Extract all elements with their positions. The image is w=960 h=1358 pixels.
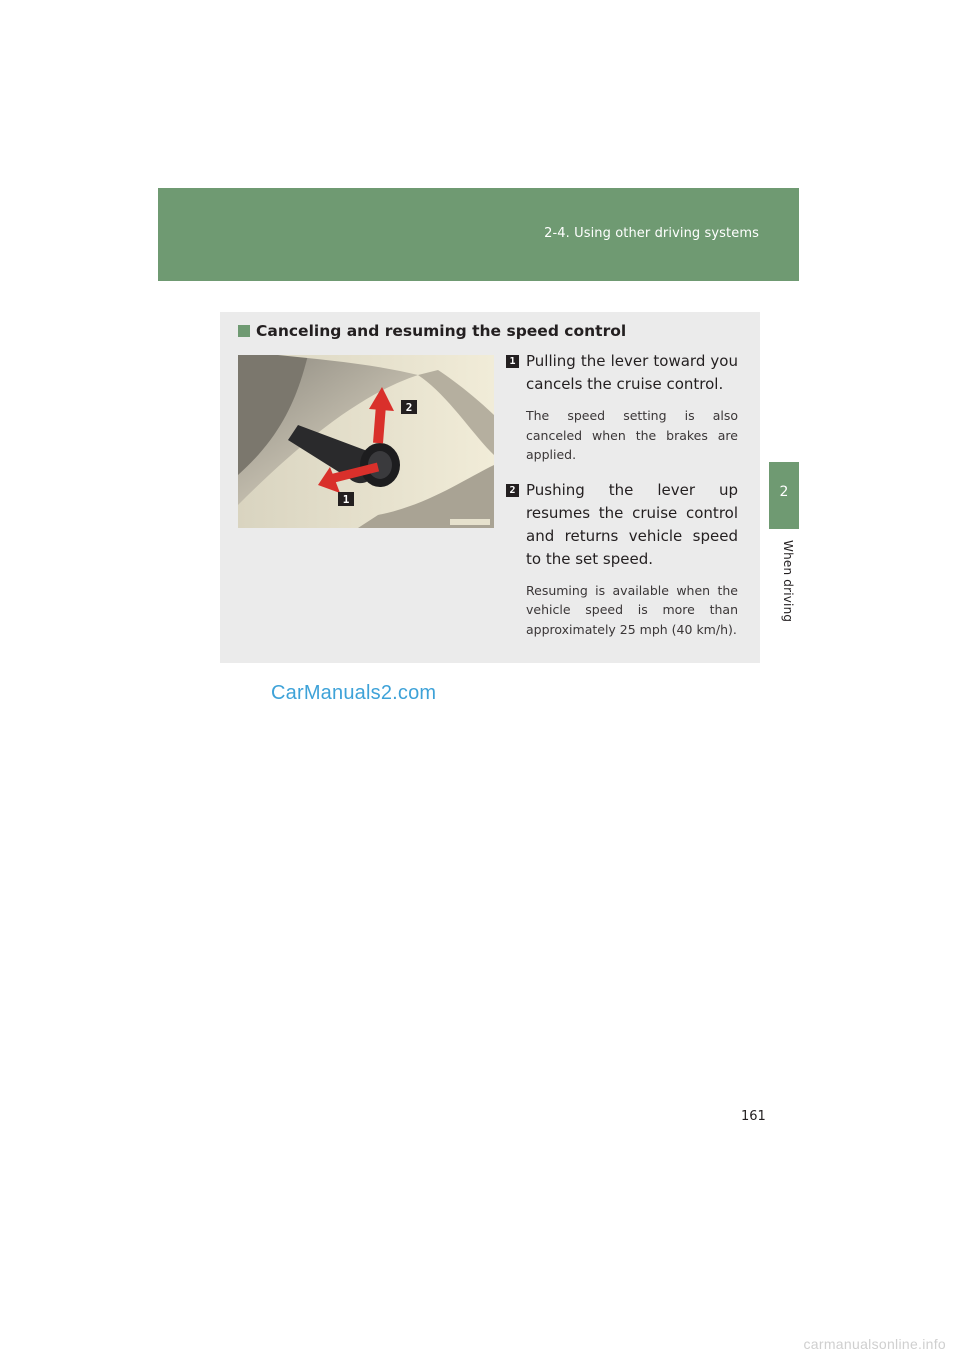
section-title: 2-4. Using other driving systems	[544, 226, 759, 241]
footer-watermark: carmanualsonline.info	[803, 1336, 946, 1352]
lever-illustration	[238, 355, 494, 528]
heading-square-icon	[238, 325, 250, 337]
watermark-link[interactable]: CarManuals2.com	[271, 682, 437, 704]
list-item	[506, 479, 738, 640]
steps-list	[506, 350, 738, 639]
step-badge-1: 1	[506, 355, 519, 368]
arrow-resume-shaft	[378, 405, 381, 443]
step-note: Resuming is available when the vehicle speed is more than approximately 25 mph (40 km/h).	[526, 582, 738, 637]
callout-2: 2	[405, 401, 413, 414]
cruise-control-lever-photo	[238, 355, 494, 528]
step-note: The speed setting is also canceled when the brakes are applied.	[526, 408, 738, 462]
callout-1: 1	[342, 493, 350, 506]
step-text: Pushing the lever up resumes the cruise control and returns vehicle speed to the set speed.	[526, 480, 738, 568]
header-band	[158, 188, 799, 281]
section-heading-text: Canceling and resuming the speed control	[256, 322, 627, 340]
step-badge-2: 2	[506, 484, 519, 497]
list-item	[506, 350, 738, 465]
photo-code-strip	[450, 519, 490, 525]
section-heading	[238, 322, 626, 340]
page-number: 161	[741, 1109, 766, 1124]
content-box	[220, 312, 760, 663]
step-text: Pulling the lever toward you cancels the cruise control.	[526, 352, 738, 393]
chapter-label: When driving	[781, 540, 795, 623]
chapter-number: 2	[779, 484, 789, 500]
chapter-tab[interactable]	[769, 462, 799, 529]
